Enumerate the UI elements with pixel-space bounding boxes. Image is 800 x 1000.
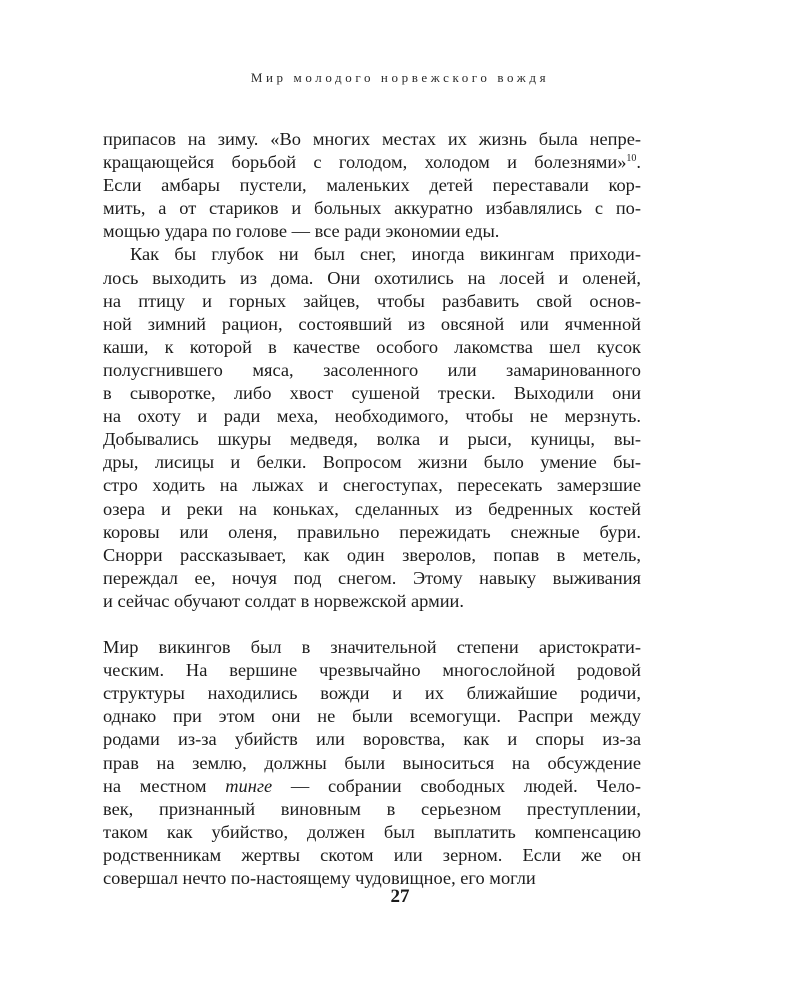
text-line: лось выходить из дома. Они охотились на лосей и оленей, xyxy=(103,267,641,288)
text-line: на местном тинге — собрании свободных людей. Чело- xyxy=(103,775,641,796)
running-head: Мир молодого норвежского вождя xyxy=(250,70,550,85)
paragraph-p2 xyxy=(103,243,641,613)
footnote-ref[interactable]: 10 xyxy=(626,153,637,165)
text-line: совершал нечто по-настоящему чудовищное, его могли xyxy=(103,868,536,888)
page-number: 27 xyxy=(390,886,410,907)
text-line: таком как убийство, должен был выплатить компенсацию xyxy=(103,821,641,842)
text-line: каши, к которой в качестве особого лакомства шел кусок xyxy=(103,336,641,357)
text-line: и сейчас обучают солдат в норвежской армии. xyxy=(103,590,464,611)
text-line: озера и реки на коньках, сделанных из бедренных костей xyxy=(103,498,641,519)
text-line: прав на землю, должны были выноситься на обсуждение xyxy=(103,752,641,773)
text-line: на охоту и ради меха, необходимого, чтобы не мерзнуть. xyxy=(103,406,641,427)
text-line: Как бы глубок ни был снег, иногда викингам приходи- xyxy=(130,244,641,265)
text-line: ной зимний рацион, состоявший из овсяной или ячменной xyxy=(103,313,641,334)
text-line: припасов на зиму. «Во многих местах их жизнь была непре- xyxy=(103,129,641,149)
text-line: Снорри рассказывает, как один зверолов, попав в метель, xyxy=(103,544,641,565)
text-line: на птицу и горных зайцев, чтобы разбавить свой основ- xyxy=(103,290,641,311)
text-line: переждал ее, ночуя под снегом. Этому навыку выживания xyxy=(103,567,641,588)
text-line: родственникам жертвы скотом или зерном. Если же он xyxy=(103,844,641,865)
text-line: мощью удара по голове — все ради экономии еды. xyxy=(103,221,500,242)
text-line: родами из-за убийств или воровства, как и споры из-за xyxy=(103,729,641,750)
section-break xyxy=(103,613,641,636)
text-line: Добывались шкуры медведя, волка и рыси, куницы, вы- xyxy=(103,429,641,450)
text-line: в сыворотке, либо хвост сушеной трески. Выходили они xyxy=(103,383,641,404)
paragraph-p3 xyxy=(103,636,641,890)
text-line: однако при этом они не были всемогущи. Распри между xyxy=(103,706,641,727)
paragraph-p1 xyxy=(103,128,641,243)
text-line: мить, а от стариков и больных аккуратно избавлялись с по- xyxy=(103,198,641,219)
text-line: дры, лисицы и белки. Вопросом жизни было умение бы- xyxy=(103,452,641,473)
text-line: век, признанный виновным в серьезном преступлении, xyxy=(103,798,641,819)
text-line: стро ходить на лыжах и снегоступах, пересекать замерзшие xyxy=(103,475,641,496)
italic-term: тинге xyxy=(225,775,273,796)
text-line: коровы или оленя, правильно пережидать снежные бури. xyxy=(103,521,641,542)
body-text xyxy=(103,128,641,890)
text-line: полусгнившего мяса, засоленного или замаринованного xyxy=(103,359,641,380)
text-line: ческим. На вершине чрезвычайно многослойной родовой xyxy=(103,660,641,681)
text-line: структуры находились вожди и их ближайшие родичи, xyxy=(103,683,641,704)
text-line: Если амбары пустели, маленьких детей переставали кор- xyxy=(103,175,641,196)
text-line: Мир викингов был в значительной степени аристократи- xyxy=(103,637,641,658)
text-line: кращающейся борьбой с голодом, холодом и болезнями»$^{10}$. xyxy=(103,152,641,173)
